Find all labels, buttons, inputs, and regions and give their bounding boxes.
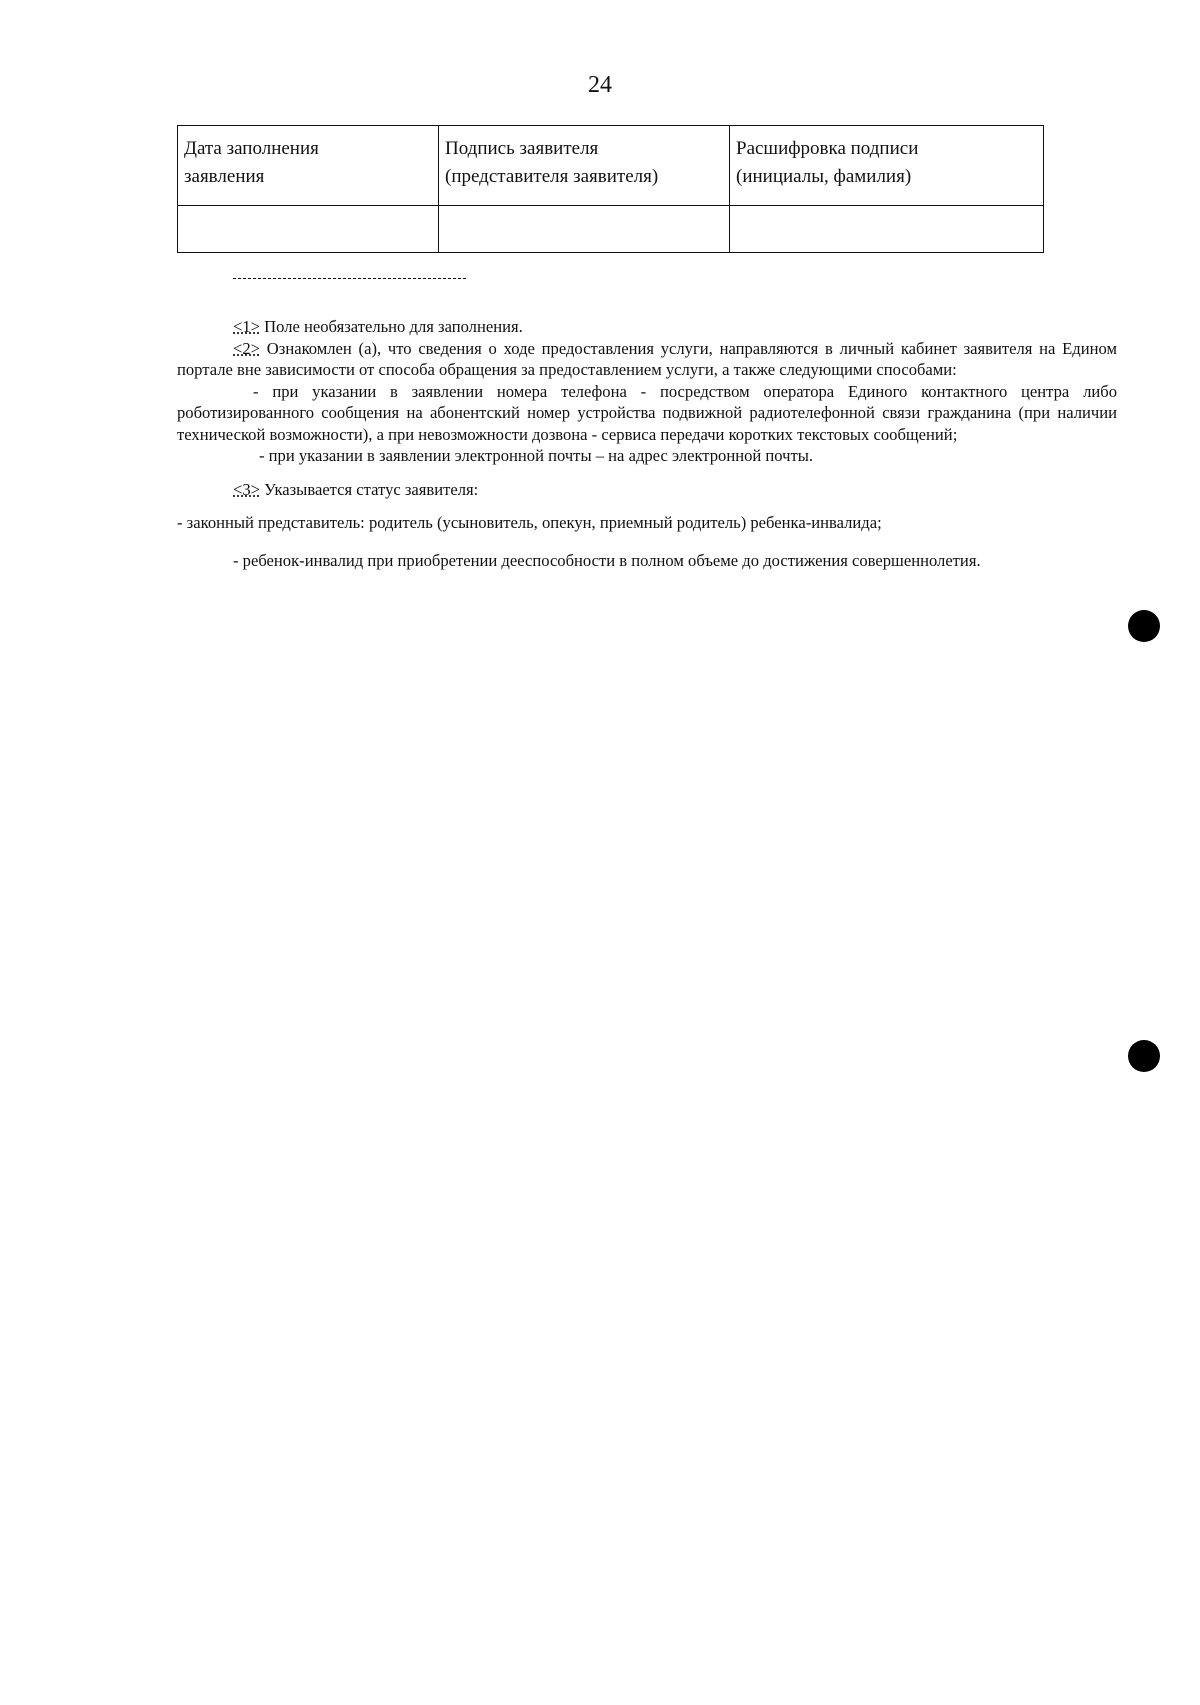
date-entry-cell [178,206,439,253]
footnote-2-marker: <2> [233,338,261,358]
footnote-2 [177,338,1117,381]
header-decoding-line2: (инициалы, фамилия) [736,166,912,187]
header-signature-cell [439,126,730,206]
footnote-1-text: Поле необязательно для заполнения. [260,317,523,336]
header-date-cell [178,126,439,206]
footnote-2-bullet-email: - при указании в заявлении электронной почты – на адрес электронной почты. [259,446,814,465]
table-entry-row [178,206,1044,253]
punch-hole-bottom [1128,1040,1160,1072]
footnote-3-text: Указывается статус заявителя: [260,479,479,499]
footnotes-section [177,316,1117,571]
header-decoding-cell [730,126,1044,206]
header-date-line1: Дата заполнения [184,138,319,159]
page-number: 24 [588,72,612,98]
status-disabled-child: - ребенок-инвалид при приобретении дееспособности в полном объеме до достижения совершеннолетия. [233,550,981,570]
signature-table [177,125,1044,253]
status-legal-representative: - законный представитель: родитель (усыновитель, опекун, приемный родитель) ребенка-инвалида; [177,513,882,532]
decoding-entry-cell [730,206,1044,253]
signature-entry-cell [439,206,730,253]
footnote-3 [177,479,1117,501]
footnote-3-marker: <3> [233,479,261,499]
header-signature-line2: (представителя заявителя) [445,166,659,187]
footnote-2-bullet-phone: - при указании в заявлении номера телефона - посредством оператора Единого контактного центра либо роботизированного сообщения на абонентский номер устройства подвижной радиотелефонной связи гражданина (при наличии технической возможности), а при невозможности дозвона - сервиса передачи коротких текстовых сообщений; [177,381,1117,444]
table-header-row [178,126,1044,206]
header-signature-line1: Подпись заявителя [445,138,599,159]
footnote-2-text: Ознакомлен (а), что сведения о ходе предоставления услуги, направляются в личный кабинет заявителя на Едином портале вне зависимости от способа обращения за предоставлением услуги, а также следующими способами: [177,338,1117,379]
punch-hole-top [1128,610,1160,642]
footnote-1-marker: <1> [233,317,261,336]
footnote-1 [177,316,1117,338]
header-decoding-line1: Расшифровка подписи [736,138,919,159]
footnote-separator [233,278,466,279]
header-date-line2: заявления [184,166,265,187]
